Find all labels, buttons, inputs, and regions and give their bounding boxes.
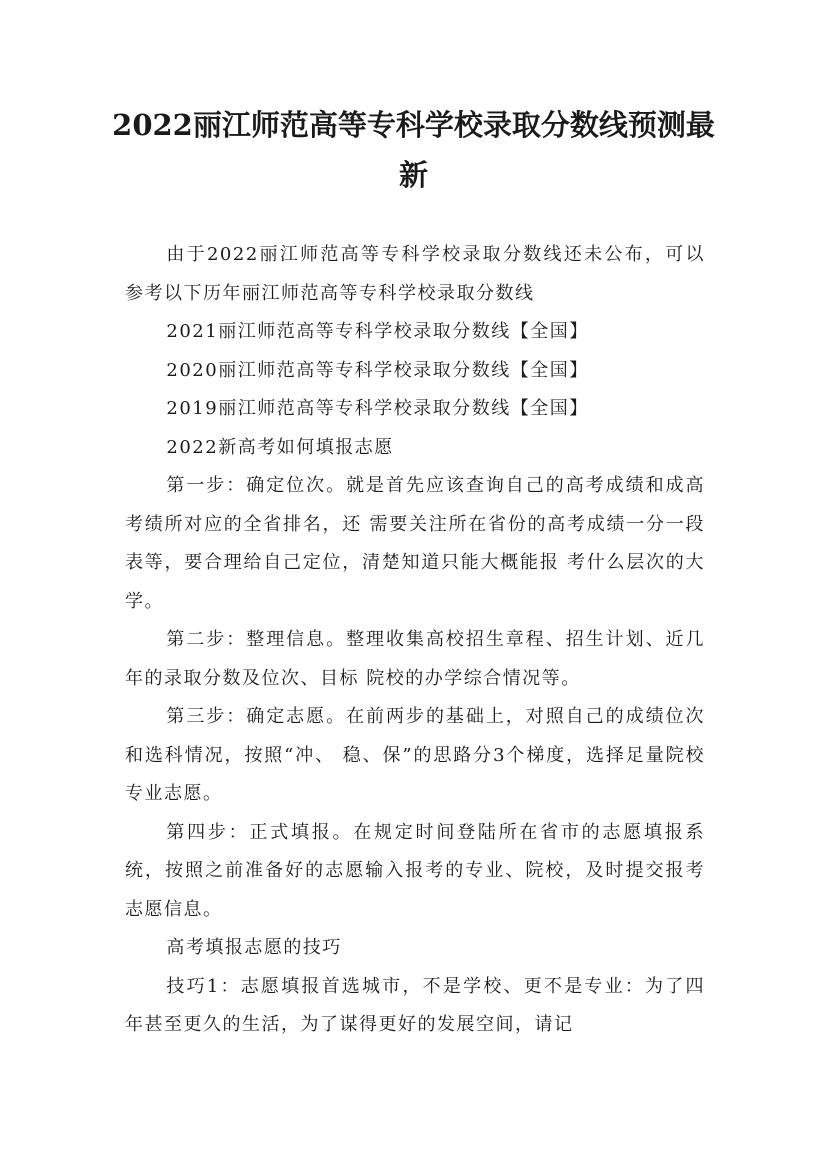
document-body — [125, 236, 705, 1045]
paragraph-step-4: 第四步：正式填报。在规定时间登陆所在省市的志愿填报系统，按照之前准备好的志愿输入报考的专业、院校，及时提交报考志愿信息。 — [125, 821, 705, 920]
document-title: 2022丽江师范高等专科学校录取分数线预测最新 — [112, 108, 715, 192]
paragraph-step-1: 第一步：确定位次。就是首先应该查询自己的高考成绩和成高考绩所对应的全省排名，还 需要关注所在省份的高考成绩一分一段表等，要合理给自己定位，清楚知道只能大概能报 考什么层次的大学。 — [125, 475, 705, 612]
paragraph-heading-how-to: 2022新高考如何填报志愿 — [166, 436, 394, 458]
paragraph-2021-link: 2021丽江师范高等专科学校录取分数线【全国】 — [166, 321, 589, 342]
paragraph-intro: 由于2022丽江师范高等专科学校录取分数线还未公布，可以参考以下历年丽江师范高等专科学校录取分数线 — [125, 244, 705, 304]
paragraph-tip-1: 技巧1：志愿填报首选城市，不是学校、更不是专业：为了四年甚至更久的生活，为了谋得更好的发展空间，请记 — [125, 975, 705, 1035]
paragraph-2019-link: 2019丽江师范高等专科学校录取分数线【全国】 — [166, 398, 589, 419]
paragraph-step-3: 第三步：确定志愿。在前两步的基础上，对照自己的成绩位次和选科情况，按照“冲、 稳、保”的思路分3个梯度，选择足量院校专业志愿。 — [125, 706, 705, 804]
paragraph-step-2: 第二步：整理信息。整理收集高校招生章程、招生计划、近几年的录取分数及位次、目标 院校的办学综合情况等。 — [125, 629, 705, 689]
paragraph-heading-tips: 高考填报志愿的技巧 — [166, 937, 342, 958]
paragraph-2020-link: 2020丽江师范高等专科学校录取分数线【全国】 — [166, 359, 589, 381]
